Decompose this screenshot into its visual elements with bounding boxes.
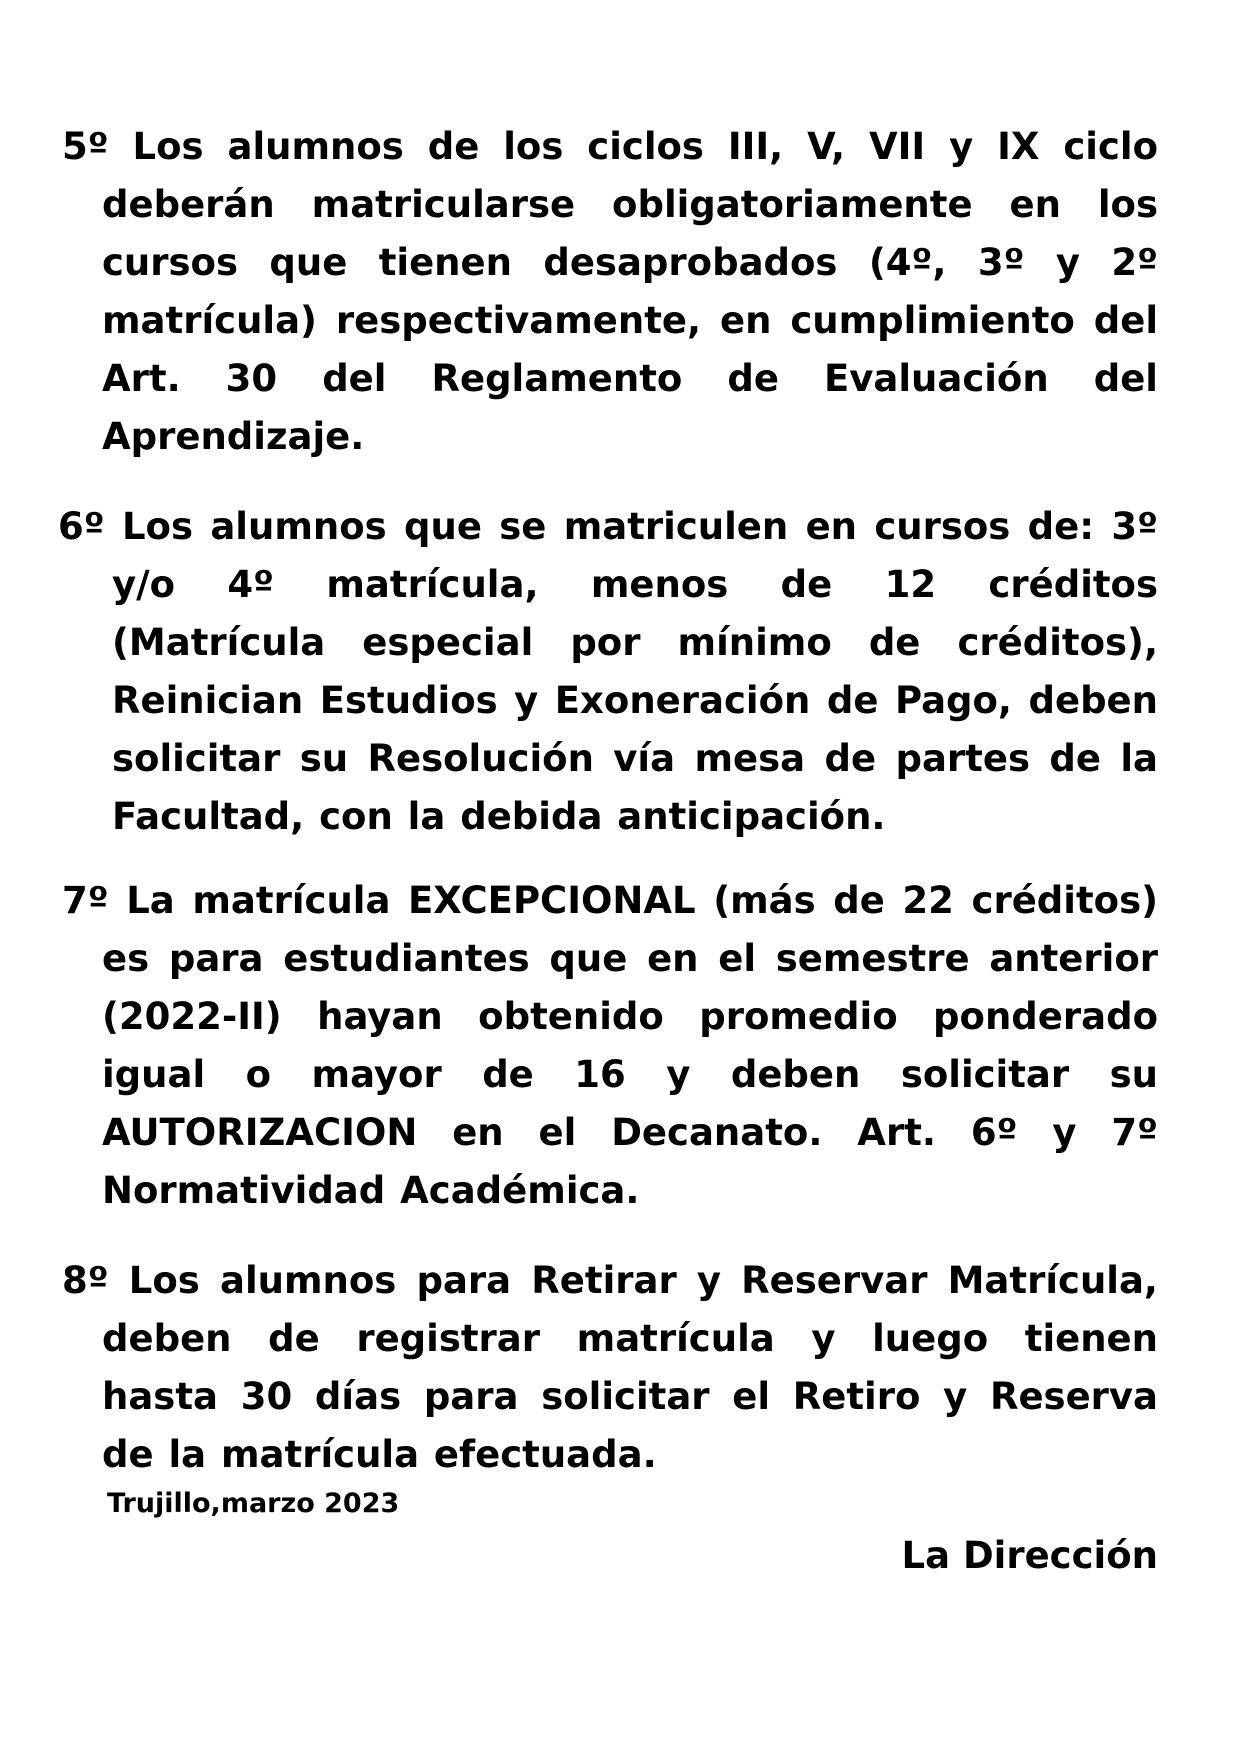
item-text: La matrícula EXCEPCIONAL (más de 22 créditos) es para estudiantes que en el semestre anterior (2022-II) hayan obtenido promedio ponderado igual o mayor de 16 y deben solicitar su AUTORIZACION en el Decanato. Art. 6º y 7º Normatividad Académica.	[102, 879, 1159, 1212]
item-text: Los alumnos de los ciclos III, V, VII y IX ciclo deberán matricularse obligatoriamente en los cursos que tienen desaprobados (4º, 3º y 2º matrícula) respectivamente, en cumplimiento del Art. 30 del Reglamento de Evaluación del Aprendizaje.	[102, 125, 1158, 458]
item-text: Los alumnos para Retirar y Reservar Matrícula, deben de registrar matrícula y luego tienen hasta 30 días para solicitar el Retiro y Reserva de la matrícula efectuada.	[102, 1259, 1158, 1476]
numbered-item-6	[58, 498, 1158, 846]
place-and-date: Trujillo,marzo 2023	[107, 1488, 400, 1519]
numbered-item-5	[62, 118, 1158, 466]
item-number: 7º	[62, 879, 109, 922]
signature-line: La Dirección	[901, 1534, 1158, 1577]
numbered-item-8	[62, 1252, 1158, 1484]
item-text: Los alumnos que se matriculen en cursos de: 3º y/o 4º matrícula, menos de 12 créditos (Matrícula especial por mínimo de créditos), Reinician Estudios y Exoneración de Pago, deben solicitar su Resolución vía mesa de partes de la Facultad, con la debida anticipación.	[112, 505, 1158, 838]
numbered-item-7	[62, 872, 1158, 1220]
item-number: 8º	[62, 1259, 109, 1302]
item-number: 6º	[58, 505, 105, 548]
item-number: 5º	[62, 125, 109, 168]
